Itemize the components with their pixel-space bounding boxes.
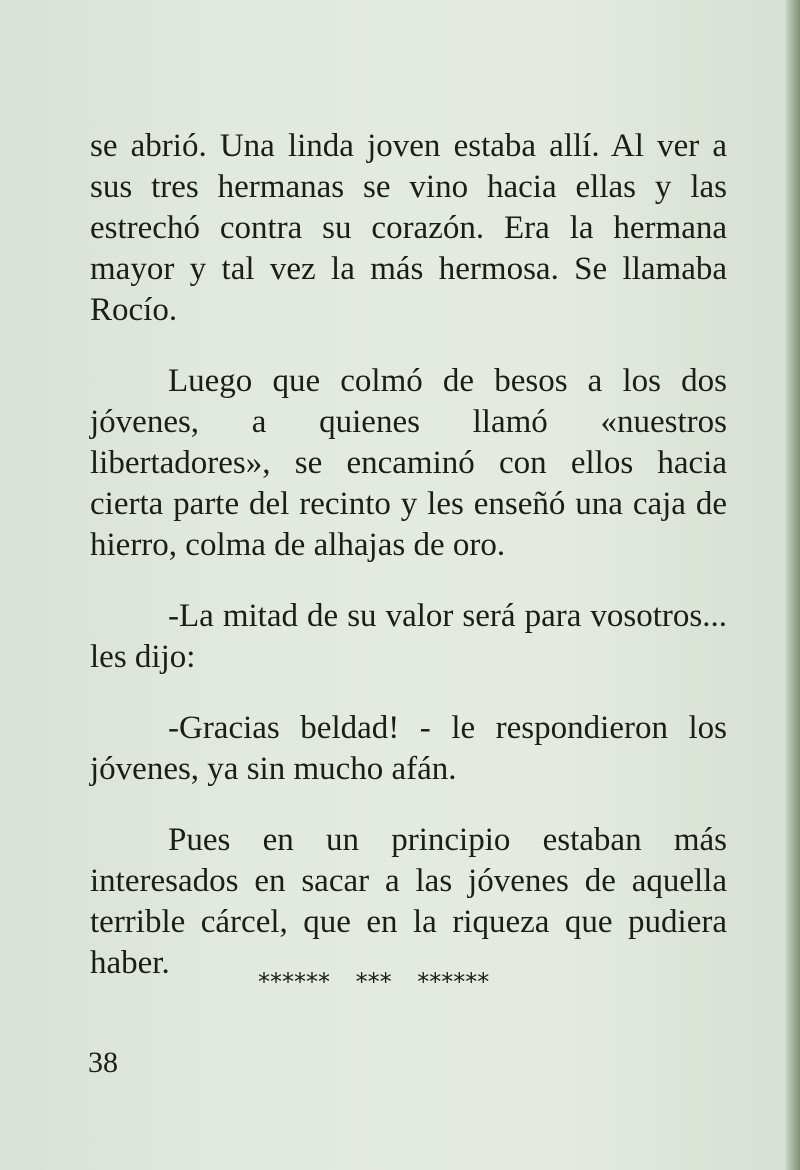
section-separator: ****** *** ****** xyxy=(258,968,490,996)
paragraph-4: -Gracias beldad! - le respondieron los jóvenes, ya sin mucho afán. xyxy=(90,710,727,787)
paragraph-1: se abrió. Una linda joven estaba allí. Al ver a sus tres hermanas se vino hacia ellas y las estrechó contra su corazón. Era la hermana mayor y tal vez la más hermosa. Se llamaba Rocío. xyxy=(90,128,727,328)
body-text xyxy=(90,126,727,1014)
page-edge xyxy=(786,0,800,1170)
paragraph-2: Luego que colmó de besos a los dos jóvenes, a quienes llamó «nuestros libertadores», se encaminó con ellos hacia cierta parte del recinto y les enseñó una caja de hierro, colma de alhajas de oro. xyxy=(90,363,727,563)
paragraph-5: Pues en un principio estaban más interesados en sacar a las jóvenes de aquella terrible cárcel, que en la riqueza que pudiera haber. xyxy=(90,822,727,981)
paragraph-3: -La mitad de su valor será para vosotros... les dijo: xyxy=(90,598,727,675)
page-number: 38 xyxy=(88,1046,118,1079)
